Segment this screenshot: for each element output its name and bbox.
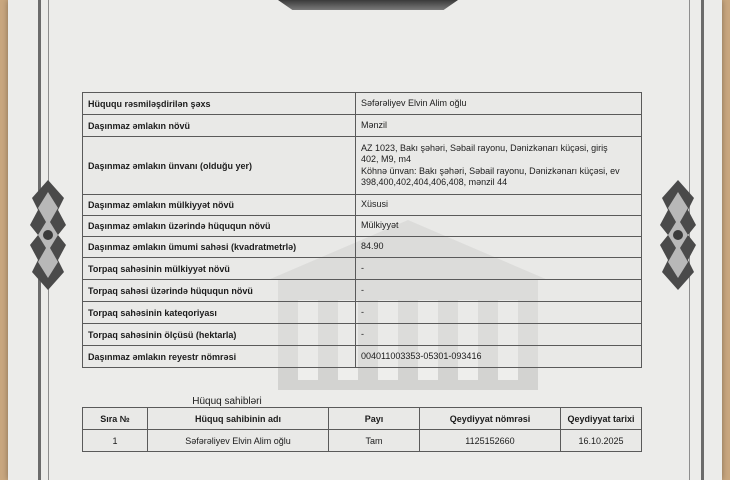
top-ornament: [278, 0, 458, 10]
land-category-value: -: [356, 302, 642, 324]
address-line-4: 398,400,402,404,406,408, mənzil 44: [361, 177, 508, 187]
detail-row: [83, 346, 642, 368]
address-line-1: AZ 1023, Bakı şəhəri, Səbail rayonu, Dənizkənarı küçəsi, giriş: [361, 142, 608, 153]
land-ownership-type-label: Torpaq sahəsinin mülkiyyət növü: [83, 258, 356, 280]
detail-row: [83, 324, 642, 346]
owner-label: Hüququ rəsmiləşdirilən şəxs: [83, 93, 356, 115]
right-holders-table: [82, 407, 642, 452]
header-registration-date: Qeydiyyat tarixi: [561, 408, 642, 430]
right-type-label: Daşınmaz əmlakın üzərində hüququn növü: [83, 216, 356, 237]
header-registration-number: Qeydiyyat nömrəsi: [420, 408, 561, 430]
holders-header-row: [83, 408, 642, 430]
detail-row: [83, 195, 642, 216]
holder-registration-number: 1125152660: [420, 430, 561, 452]
right-type-value: Mülkiyyət: [356, 216, 642, 237]
land-right-type-value: -: [356, 280, 642, 302]
right-ornament-icon: [658, 180, 698, 290]
land-size-value: -: [356, 324, 642, 346]
detail-row: [83, 280, 642, 302]
property-type-label: Daşınmaz əmlakın növü: [83, 115, 356, 137]
address-label: Daşınmaz əmlakın ünvanı (olduğu yer): [83, 137, 356, 195]
detail-row: [83, 216, 642, 237]
registry-number-value: 004011003353-05301-093416: [356, 346, 642, 368]
header-seq-no: Sıra №: [83, 408, 148, 430]
detail-row: [83, 258, 642, 280]
registry-number-label: Daşınmaz əmlakın reyestr nömrəsi: [83, 346, 356, 368]
ownership-type-label: Daşınmaz əmlakın mülkiyyət növü: [83, 195, 356, 216]
header-holder-name: Hüquq sahibinin adı: [148, 408, 329, 430]
left-ornament-icon: [28, 180, 68, 290]
header-share: Payı: [329, 408, 420, 430]
holders-title: Hüquq sahibləri: [192, 396, 262, 407]
detail-row: [83, 237, 642, 258]
ownership-type-value: Xüsusi: [356, 195, 642, 216]
detail-row: [83, 115, 642, 137]
land-size-label: Torpaq sahəsinin ölçüsü (hektarla): [83, 324, 356, 346]
holder-share: Tam: [329, 430, 420, 452]
land-category-label: Torpaq sahəsinin kateqoriyası: [83, 302, 356, 324]
holder-registration-date: 16.10.2025: [561, 430, 642, 452]
address-line-2: 402, M9, m4: [361, 154, 412, 164]
land-ownership-type-value: -: [356, 258, 642, 280]
address-line-3: Köhnə ünvan: Bakı şəhəri, Səbail rayonu, Dənizkənarı küçəsi, ev: [361, 165, 620, 176]
address-value: [356, 137, 642, 195]
detail-row: [83, 302, 642, 324]
land-right-type-label: Torpaq sahəsi üzərində hüququn növü: [83, 280, 356, 302]
property-details-table: [82, 92, 642, 368]
total-area-value: 84.90: [356, 237, 642, 258]
detail-row: [83, 137, 642, 195]
detail-row: [83, 93, 642, 115]
total-area-label: Daşınmaz əmlakın ümumi sahəsi (kvadratmetrlə): [83, 237, 356, 258]
property-type-value: Mənzil: [356, 115, 642, 137]
owner-value: Səfərəliyev Elvin Alim oğlu: [356, 93, 642, 115]
holder-seq-no: 1: [83, 430, 148, 452]
table-row: [83, 430, 642, 452]
holder-name: Səfərəliyev Elvin Alim oğlu: [148, 430, 329, 452]
